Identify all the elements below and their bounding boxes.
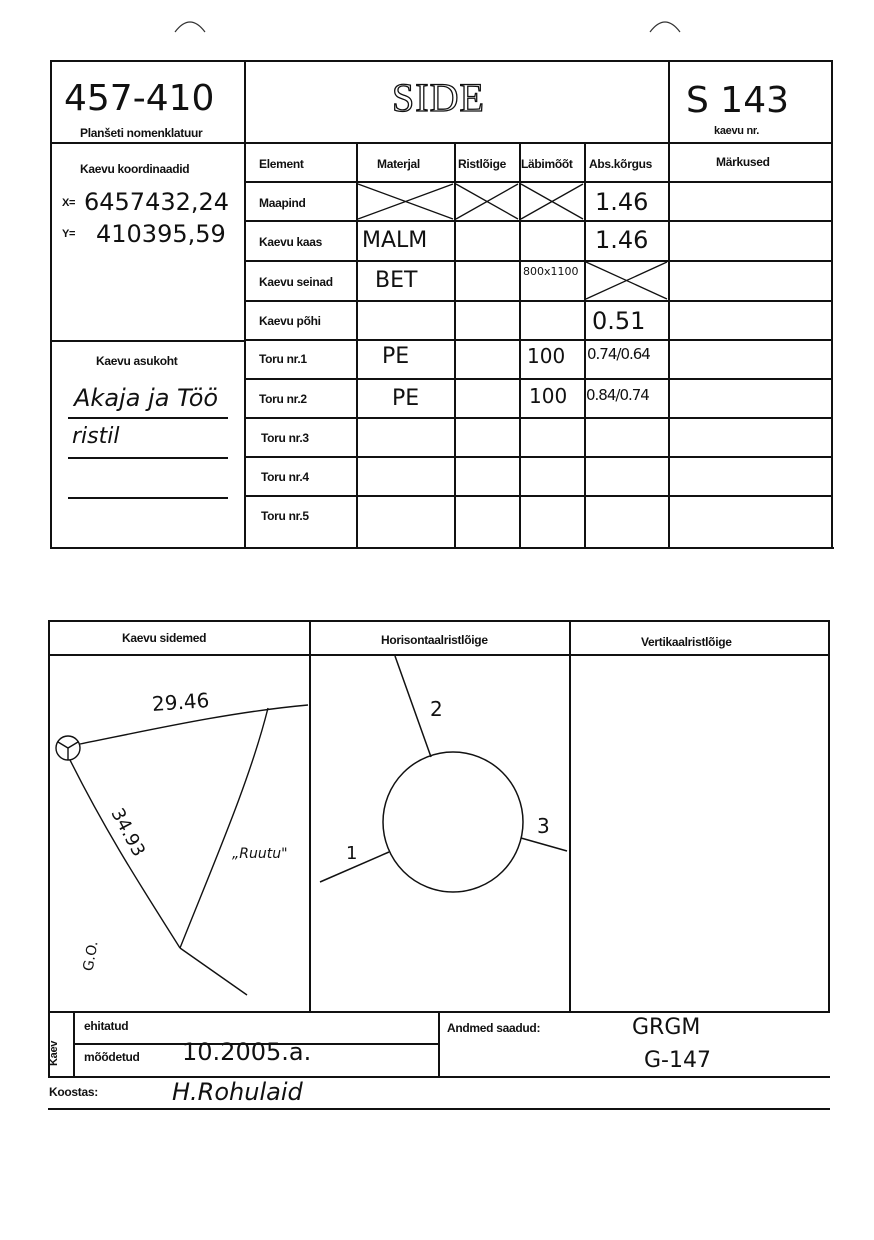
row-diameter: 100 (527, 344, 566, 368)
row-element: Toru nr.1 (259, 352, 307, 366)
row-material: PE (392, 386, 420, 411)
pipe-label-1: 1 (346, 843, 358, 864)
row-material: MALM (362, 228, 428, 253)
row-element: Toru nr.3 (261, 431, 309, 445)
coord-x-prefix: X= (62, 197, 76, 209)
col-header-material: Materjal (377, 157, 420, 171)
row-material: BET (375, 268, 418, 293)
surveyed-date: 10.2005.a. (182, 1038, 312, 1066)
data-source-value-2: G-147 (644, 1048, 711, 1073)
data-source-label: Andmed saadud: (447, 1021, 541, 1035)
sketch-distance-1: 29.46 (151, 688, 211, 716)
row-height: 0.51 (592, 307, 646, 335)
col-header-notes: Märkused (716, 155, 770, 169)
row-element: Kaevu kaas (259, 235, 323, 249)
well-number-label: kaevu nr. (714, 125, 759, 137)
row-diameter: 800x1100 (523, 265, 579, 278)
panel-title-horizontal: Horisontaalristlõige (381, 633, 488, 647)
nomenclature-value: 457-410 (64, 78, 215, 119)
row-height: 0.84/0.74 (586, 386, 649, 404)
pipe-label-2: 2 (430, 697, 443, 721)
location-label: Kaevu asukoht (96, 354, 178, 368)
coord-y-value: 410395,59 (96, 220, 226, 248)
row-element: Kaevu seinad (259, 275, 333, 289)
col-header-height: Abs.kõrgus (589, 157, 653, 171)
row-element: Kaevu põhi (259, 314, 321, 328)
sketch-label: „Ruutu" (232, 846, 288, 862)
side-label: Kaev (48, 1040, 60, 1066)
form-title: SIDE (392, 75, 485, 120)
row-element: Toru nr.4 (261, 470, 309, 484)
row-height: 0.74/0.64 (587, 345, 650, 363)
col-header-section: Ristlõige (458, 157, 506, 171)
row-height: 1.46 (595, 188, 649, 216)
col-header-element: Element (259, 157, 304, 171)
row-material: PE (382, 344, 410, 369)
nomenclature-label: Planšeti nomenklatuur (80, 126, 203, 140)
panel-title-vertical: Vertikaalristlõige (641, 635, 732, 649)
pipe-label-3: 3 (537, 814, 550, 838)
sketch-distance-2: 34.93 (106, 804, 150, 861)
data-source-value-1: GRGM (632, 1015, 701, 1040)
built-label: ehitatud (84, 1019, 129, 1033)
author-label: Koostas: (49, 1085, 98, 1099)
location-line2: ristil (72, 424, 120, 449)
panel-title-links: Kaevu sidemed (122, 631, 207, 645)
col-header-diameter: Läbimõõt (521, 157, 573, 171)
row-element: Toru nr.2 (259, 392, 307, 406)
surveyed-label: mõõdetud (84, 1050, 140, 1064)
row-diameter: 100 (529, 384, 568, 408)
coords-label: Kaevu koordinaadid (80, 162, 190, 176)
well-number-value: S 143 (686, 80, 790, 121)
row-element: Maapind (259, 196, 306, 210)
author-value: H.Rohulaid (172, 1078, 303, 1106)
row-element: Toru nr.5 (261, 509, 309, 523)
location-line1: Akaja ja Töö (74, 384, 219, 412)
coord-y-prefix: Y= (62, 228, 76, 240)
coord-x-value: 6457432,24 (84, 188, 230, 216)
sketch-note: G.O. (80, 939, 102, 973)
row-height: 1.46 (595, 226, 649, 254)
